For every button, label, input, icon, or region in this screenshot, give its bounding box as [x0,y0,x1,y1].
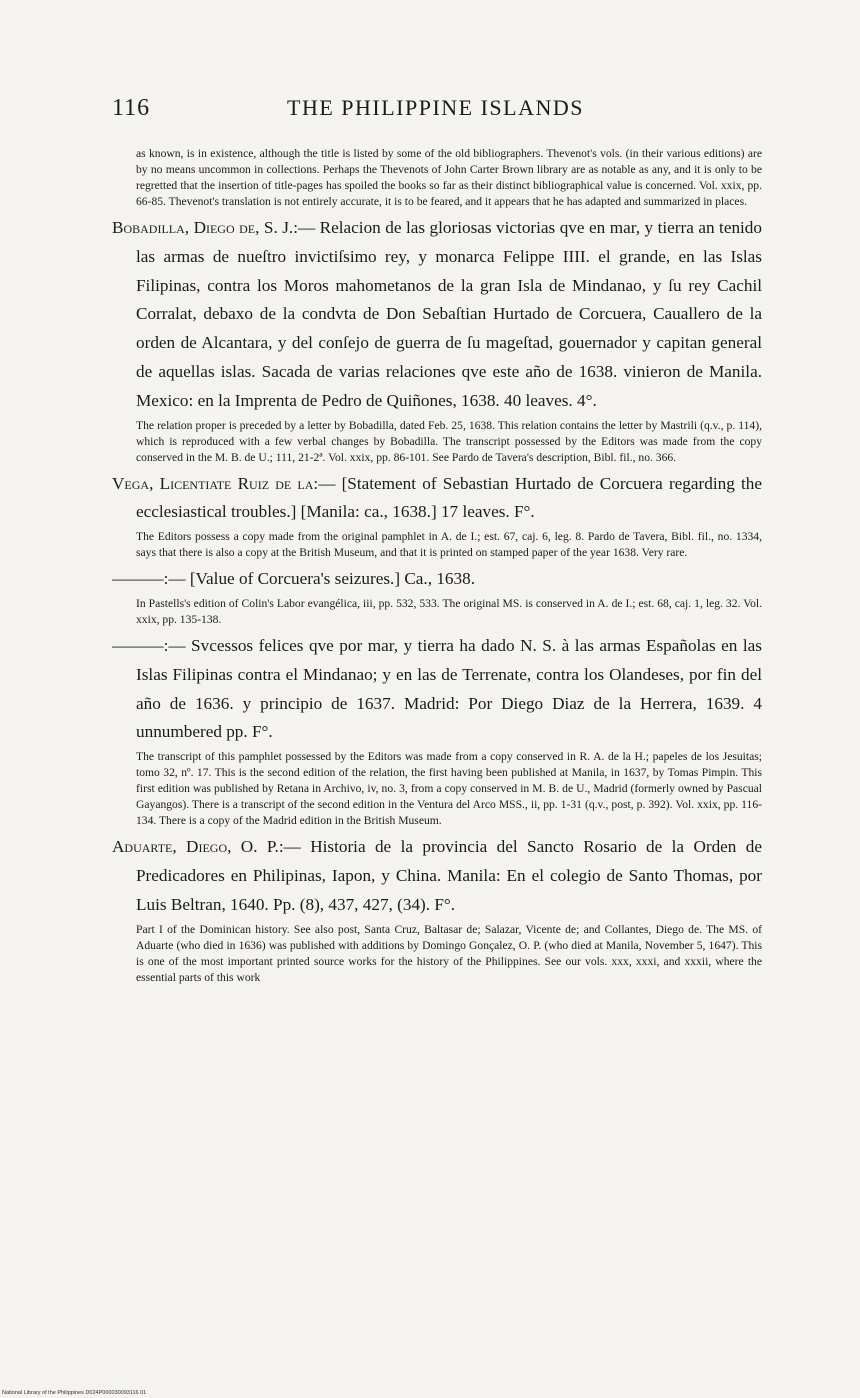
entry-annotation: The relation proper is preceded by a letter by Bobadilla, dated Feb. 25, 1638. This relation contains the letter by Mastrili (q.v., p. 114), which is reproduced with a few verbal changes by Bobadilla. The transcript possessed by the Editors was made from the copy conserved in the M. B. de U.; 111, 21-2ª. Vol. xxix, pp. 86-101. See Pardo de Tavera's description, Bibl. fil., no. 366. [136,418,762,464]
entry-title: Relacion de las gloriosas victorias qve en mar, y tierra an tenido las armas de nueſtro invictiſsimo rey, y monarca Felippe IIII. el grande, en las Islas Filipinas, contra los Moros mahometanos de la gran Isla de Mindanao, y ſu rey Cachil Corralat, debaxo de la condvta de Don Sebaſtian Hurtado de Corcuera, Cauallero de la orden de Alcantara, y del conſejo de guerra de ſu mageſtad, gouernador y capitan general de aquellas islas. Sacada de varias relaciones qve este año de 1638. vinieron de Manila. Mexico: en la Imprenta de Pedro de Quiñones, 1638. 40 leaves. 4°. [136,218,762,410]
continued-annotation: as known, is in existence, although the title is listed by some of the old bibliographers. Thevenot's vols. (in their various editions) are by no means uncommon in collections. Perhaps the Thevenots of John Carter Brown library are as notable as any, and it is only to be regretted that the insertion of title-pages has spoiled the books so far as their distinct bibliographical value is concerned. Vol. xxix, pp. 66-85. Thevenot's translation is not entirely accurate, it is to be feared, and it appears that he has adapted and summarized in places. [136,147,762,208]
entry-author: Aduarte, Diego, O. P.:— [112,837,301,857]
entry-author: ———:— [112,635,186,655]
page-header [112,95,772,127]
bibliography-entry-bobadilla [112,214,762,416]
running-title: THE PHILIPPINE ISLANDS [287,95,584,120]
scan-footer: National Library of the Philippines D024P000030093116 01 [2,1390,147,1396]
bibliography-entry-corcuera-seizures [112,565,762,594]
page-number: 116 [112,95,151,121]
entry-author: Bobadilla, Diego de, S. J.:— [112,218,316,237]
entry-annotation: The Editors possess a copy made from the original pamphlet in A. de I.; est. 67, caj. 6, leg. 8. Pardo de Tavera, Bibl. fil., no. 1334, says that there is also a copy at the British Museum, and that it is printed on stamped paper of the year 1638. Very rare. [136,530,762,560]
entry-title: Historia de la provincia del Sancto Rosario de la Orden de Predicadores en Philipinas, Iapon, y China. Manila: En el colegio de Santo Thomas, por Luis Beltran, 1640. Pp. (8), 437, 427, (34). F°. [136,837,763,914]
entry-author: ———:— [112,569,186,589]
entry-annotation: In Pastells's edition of Colin's Labor evangélica, iii, pp. 532, 533. The original MS. is conserved in A. de I.; est. 68, caj. 1, leg. 32. Vol. xxix, pp. 135-138. [136,596,762,626]
entry-annotation: The transcript of this pamphlet possessed by the Editors was made from a copy conserved in R. A. de la H.; papeles de los Jesuitas; tomo 32, nº. 17. This is the second edition of the relation, the first having been published at Manila, in 1637, by Tomas Pimpin. This first edition was published by Retana in Archivo, iv, no. 3, from a copy conserved in M. B. de U., Madrid (formerly owned by Pascual Gayangos). There is a transcript of the second edition in the Ventura del Arco MSS., ii, pp. 1-31 (q.v., post, p. 392). Vol. xxix, pp. 116-134. There is a copy of the Madrid edition in the British Museum. [136,750,762,828]
entry-author: Vega, Licentiate Ruiz de la:— [112,473,336,493]
entry-title: Svcessos felices qve por mar, y tierra ha dado N. S. à las armas Españolas en las Islas Filipinas contra el Mindanao; y en las de Terrenate, contra los Olandeses, por fin del año de 1636. y principio de 1637. Madrid: Por Diego Diaz de la Herrera, 1639. 4 unnumbered pp. F°. [136,635,762,742]
entry-title: [Value of Corcuera's seizures.] Ca., 1638. [185,569,475,589]
entry-title: [Statement of Sebastian Hurtado de Corcuera regarding the ecclesiastical troubles.] [Manila: ca., 1638.] 17 leaves. F°. [136,473,762,522]
bibliography-entry-svcessos [112,632,762,747]
bibliography-entry-aduarte [112,833,762,919]
bibliography-body [112,146,762,986]
entry-annotation: Part I of the Dominican history. See also post, Santa Cruz, Baltasar de; Salazar, Vicente de; and Collantes, Diego de. The MS. of Aduarte (who died in 1636) was published with additions by Domingo Gonçalez, O. P. (who died at Manila, November 5, 1647). This is one of the most important printed source works for the history of the Philippines. See our vols. xxx, xxxi, and xxxii, where the essential parts of this work [136,922,762,984]
bibliography-entry-vega [112,470,762,528]
